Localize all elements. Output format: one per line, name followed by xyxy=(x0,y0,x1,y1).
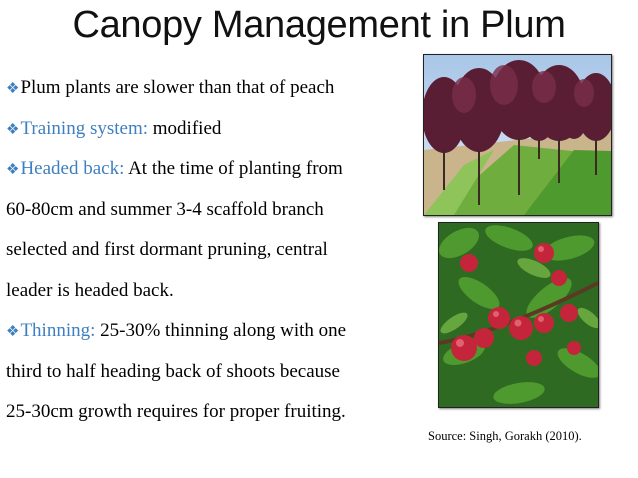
text-line-7 xyxy=(6,311,421,352)
line-label: Thinning: xyxy=(20,320,96,341)
diamond-bullet-icon: ❖ xyxy=(6,162,20,178)
text-line-6 xyxy=(6,271,421,312)
red-plums-on-branch-image xyxy=(439,223,598,407)
source-citation: Source: Singh, Gorakh (2010). xyxy=(428,429,582,443)
line-text: leader is headed back. xyxy=(6,279,174,301)
text-line-2 xyxy=(6,109,421,150)
line-text: 25-30% thinning along with one xyxy=(95,320,347,341)
line-text: modified xyxy=(148,117,222,139)
text-line-5 xyxy=(6,230,421,271)
line-text: 60-80cm and summer 3-4 scaffold branch xyxy=(6,198,324,220)
diamond-bullet-icon: ❖ xyxy=(6,81,20,97)
line-text: 25-30cm growth requires for proper fruiting. xyxy=(6,401,346,422)
text-line-3 xyxy=(6,149,421,190)
text-line-1 xyxy=(6,68,421,109)
line-text: Plum plants are slower than that of peach xyxy=(20,77,335,98)
line-label: Training system: xyxy=(20,117,149,139)
diamond-bullet-icon: ❖ xyxy=(6,324,20,340)
line-text: At the time of planting from xyxy=(124,158,343,179)
text-line-4 xyxy=(6,190,421,231)
text-line-9 xyxy=(6,392,421,433)
slide-title: Canopy Management in Plum xyxy=(72,4,566,46)
bullet-text-block xyxy=(6,68,421,433)
diamond-bullet-icon: ❖ xyxy=(6,121,20,138)
line-text: selected and first dormant pruning, central xyxy=(6,239,328,260)
text-line-8 xyxy=(6,352,421,393)
line-label: Headed back: xyxy=(20,158,125,179)
plum-orchard-photo xyxy=(423,54,612,216)
line-text: third to half heading back of shoots because xyxy=(6,360,340,382)
orchard-rows-image xyxy=(424,55,611,215)
plum-fruit-photo xyxy=(438,222,599,408)
